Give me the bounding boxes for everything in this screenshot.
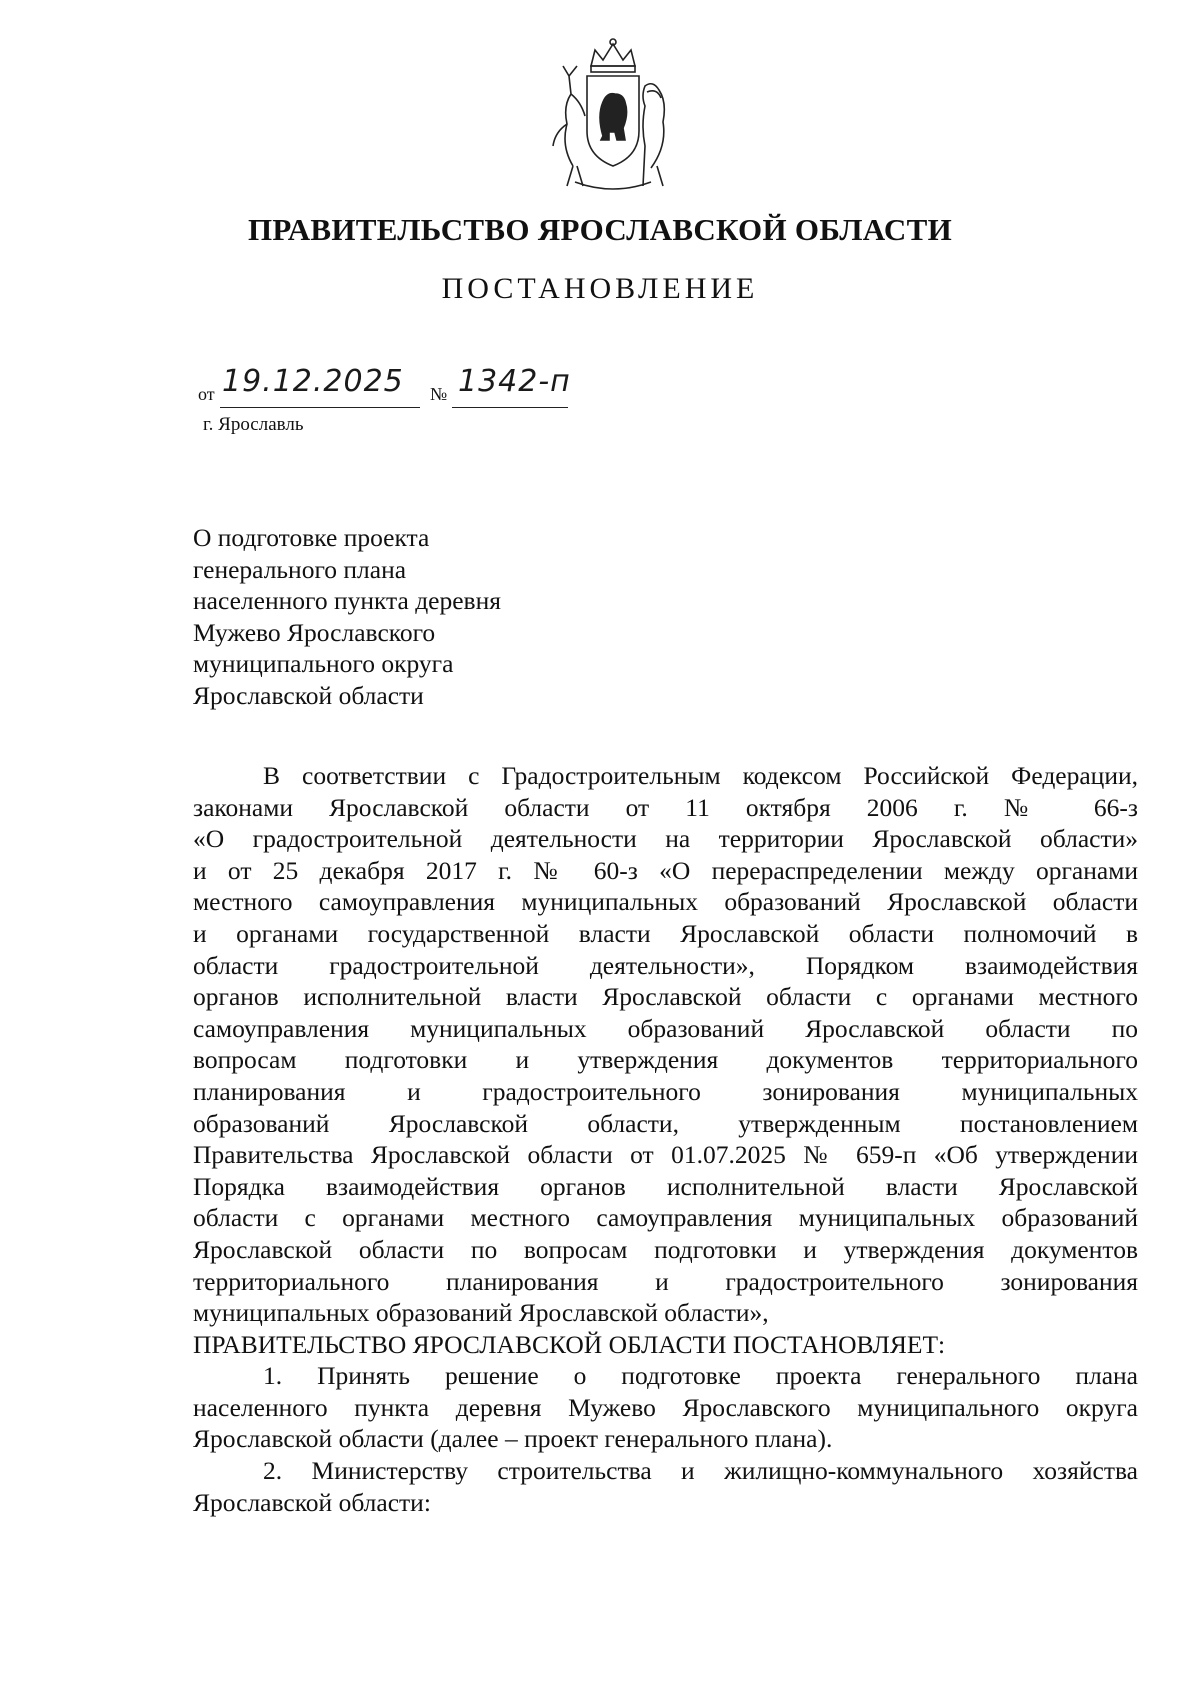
handwritten-date: 19.12.2025 bbox=[222, 364, 404, 399]
resolution-heading: ПРАВИТЕЛЬСТВО ЯРОСЛАВСКОЙ ОБЛАСТИ ПОСТАНОВЛЯЕТ: bbox=[193, 1329, 946, 1359]
handwritten-number: 1342-п bbox=[458, 364, 571, 399]
clause-2: 2. Министерству строительства и жилищно-коммунального хозяйства bbox=[263, 1456, 1138, 1486]
body-line: и органами государственной власти Ярославской области полномочий в bbox=[193, 918, 1138, 948]
body-line: «О градостроительной деятельности на территории Ярославской области» bbox=[193, 824, 1138, 854]
body-line: В соответствии с Градостроительным кодексом Российской Федерации, bbox=[263, 761, 1138, 790]
body-line: Порядка взаимодействия органов исполнительной власти Ярославской bbox=[193, 1171, 1138, 1201]
coat-of-arms-icon bbox=[533, 36, 693, 196]
clause-1: 1. Принять решение о подготовке проекта генерального плана bbox=[263, 1361, 1138, 1391]
document-type: ПОСТАНОВЛЕНИЕ bbox=[441, 272, 759, 305]
body-line: местного самоуправления муниципальных образований Ярославской области bbox=[193, 887, 1138, 917]
city-label: г. Ярославль bbox=[203, 414, 304, 435]
document-body bbox=[193, 760, 1138, 1518]
number-underline bbox=[452, 406, 568, 408]
subject-line: населенного пункта деревня bbox=[193, 586, 501, 615]
subject-line: О подготовке проекта bbox=[193, 523, 430, 552]
body-line: территориального планирования и градостроительного зонирования bbox=[193, 1266, 1138, 1296]
subject-line: Ярославской области bbox=[193, 680, 424, 710]
organization-title: ПРАВИТЕЛЬСТВО ЯРОСЛАВСКОЙ ОБЛАСТИ bbox=[248, 212, 952, 247]
registration-line bbox=[198, 362, 618, 408]
body-line: самоуправления муниципальных образований Ярославской области по bbox=[193, 1013, 1138, 1043]
body-line: Правительства Ярославской области от 01.07.2025 № 659-п «Об утверждении bbox=[193, 1140, 1138, 1170]
date-label: от bbox=[198, 384, 215, 404]
number-label: № bbox=[430, 384, 448, 404]
subject-line: генерального плана bbox=[193, 554, 407, 584]
subject-line: муниципального округа bbox=[193, 649, 454, 678]
body-line: Ярославской области: bbox=[193, 1487, 431, 1517]
date-underline bbox=[220, 406, 420, 408]
body-line: населенного пункта деревня Мужево Ярославского муниципального округа bbox=[193, 1392, 1138, 1422]
body-line: и от 25 декабря 2017 г. № 60-з «О перераспределении между органами bbox=[193, 855, 1138, 885]
body-line: Ярославской области (далее – проект генерального плана). bbox=[193, 1424, 833, 1454]
body-line: области градостроительной деятельности», Порядком взаимодействия bbox=[193, 950, 1138, 980]
body-line: вопросам подготовки и утверждения документов территориального bbox=[193, 1045, 1138, 1075]
body-line: муниципальных образований Ярославской области», bbox=[193, 1298, 769, 1328]
body-line: образований Ярославской области, утвержденным постановлением bbox=[193, 1108, 1138, 1138]
document-subject bbox=[193, 522, 501, 711]
body-line: области с органами местного самоуправления муниципальных образований bbox=[193, 1203, 1138, 1233]
body-line: планирования и градостроительного зонирования муниципальных bbox=[193, 1076, 1138, 1106]
body-line: Ярославской области по вопросам подготовки и утверждения документов bbox=[193, 1234, 1138, 1264]
body-line: законами Ярославской области от 11 октября 2006 г. № 66-з bbox=[193, 792, 1138, 822]
body-line: органов исполнительной власти Ярославской области с органами местного bbox=[193, 982, 1138, 1012]
subject-line: Мужево Ярославского bbox=[193, 617, 436, 647]
